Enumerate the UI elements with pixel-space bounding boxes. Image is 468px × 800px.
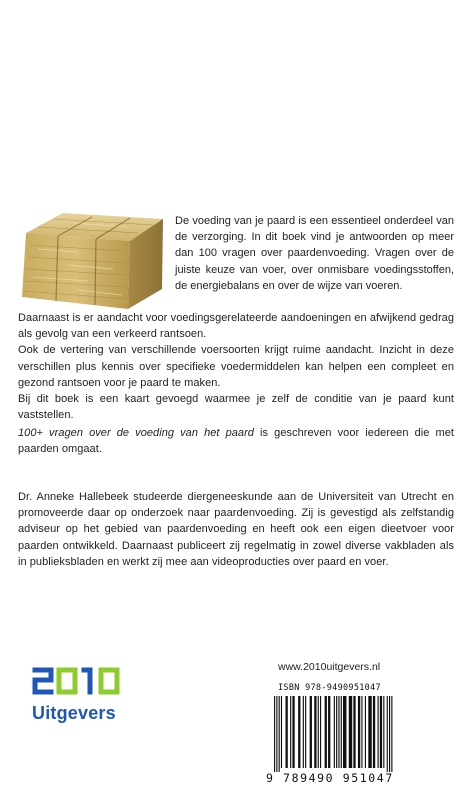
barcode-bar [274,696,275,772]
barcode-bar [290,696,291,768]
barcode-bar [365,696,366,768]
barcode-bar [361,696,362,768]
barcode-bar [325,696,327,768]
description-line: Ook de vertering van verschillende voersoorten krijgt ruime aandacht. Inzicht in deze verschillen plus kennis over specifieke voedermiddelen kan helpen een compleet en gezond rantsoen voor je paard te maken. [18,344,454,389]
publisher-logo [32,666,142,724]
description-line: Bij dit boek is een kaart gevoegd waarmee je zelf de conditie van je paard kunt vaststellen. [18,393,454,422]
barcode-bar [389,696,390,772]
description-paragraph [18,310,454,423]
barcode-bar [314,696,316,768]
barcode-bar [343,696,346,768]
audience-text: is geschreven voor iedereen die met paarden omgaat. [18,427,454,456]
barcode-number: 9 789490 951047 [266,771,394,785]
barcode-bar [318,696,319,768]
barcode-bar [276,696,277,772]
logo-2010-icon [32,666,128,696]
barcode-bar [298,696,300,768]
barcode-bar [387,696,388,772]
intro-text: De voeding van je paard is een essentieel onderdeel van de verzorging. In dit boek vind je antwoorden op meer dan 100 vragen over paardenvoeding. Vragen over de juiste keuze van voer, over onmisbare voedingsstoffen, de energiebalans en over de wijze van voeren. [175,215,454,292]
barcode-bar [391,696,392,772]
barcode-bar [305,696,306,768]
barcode-bar [320,696,321,768]
barcode-bars [270,696,450,772]
author-bio-text: Dr. Anneke Hallebeek studeerde diergeneeskunde aan de Universiteit van Utrecht en promoveerde daar op onderzoek naar paardenvoeding. Zij is gevestigd als zelfstandig adviseur op het gebied van paardenvoeding en heeft ook een eigen dieetvoer voor paarden ontwikkeld. Daarnaast publiceert zij regelmatig in zowel diverse vakbladen als in publieksbladen en werkt zij mee aan videoproducties over paard en voer. [18,491,454,568]
author-bio [18,489,454,570]
barcode-bar [349,696,352,768]
barcode-bar [281,696,282,768]
barcode-bar [279,696,280,772]
description-line: Daarnaast is er aandacht voor voedingsgerelateerde aandoeningen en afwijkend gedrag als gevolg van een verkeerd rantsoen. [18,312,454,341]
book-title-italic: 100+ vragen over de voeding van het paard [18,427,254,439]
barcode-bar [338,696,339,768]
barcode-bar [341,696,342,768]
barcode-bar [368,696,371,768]
barcode-bar [310,696,312,768]
barcode-bar [303,696,304,768]
barcode [260,680,456,792]
barcode-bar [286,696,288,768]
barcode-bar [328,696,330,768]
barcode-bar [292,696,294,768]
hay-bale-image [18,205,168,315]
isbn-label: ISBN 978-9490951047 [278,683,381,693]
audience-paragraph [18,425,454,457]
barcode-bar [358,696,360,768]
barcode-bar [353,696,355,768]
barcode-bar [383,696,384,768]
barcode-bar [336,696,337,768]
barcode-bar [378,696,379,768]
publisher-website: www.2010uitgevers.nl [278,661,381,673]
barcode-bar [380,696,382,768]
barcode-bar [334,696,335,768]
logo-word: Uitgevers [32,703,116,723]
barcode-bar [373,696,375,768]
